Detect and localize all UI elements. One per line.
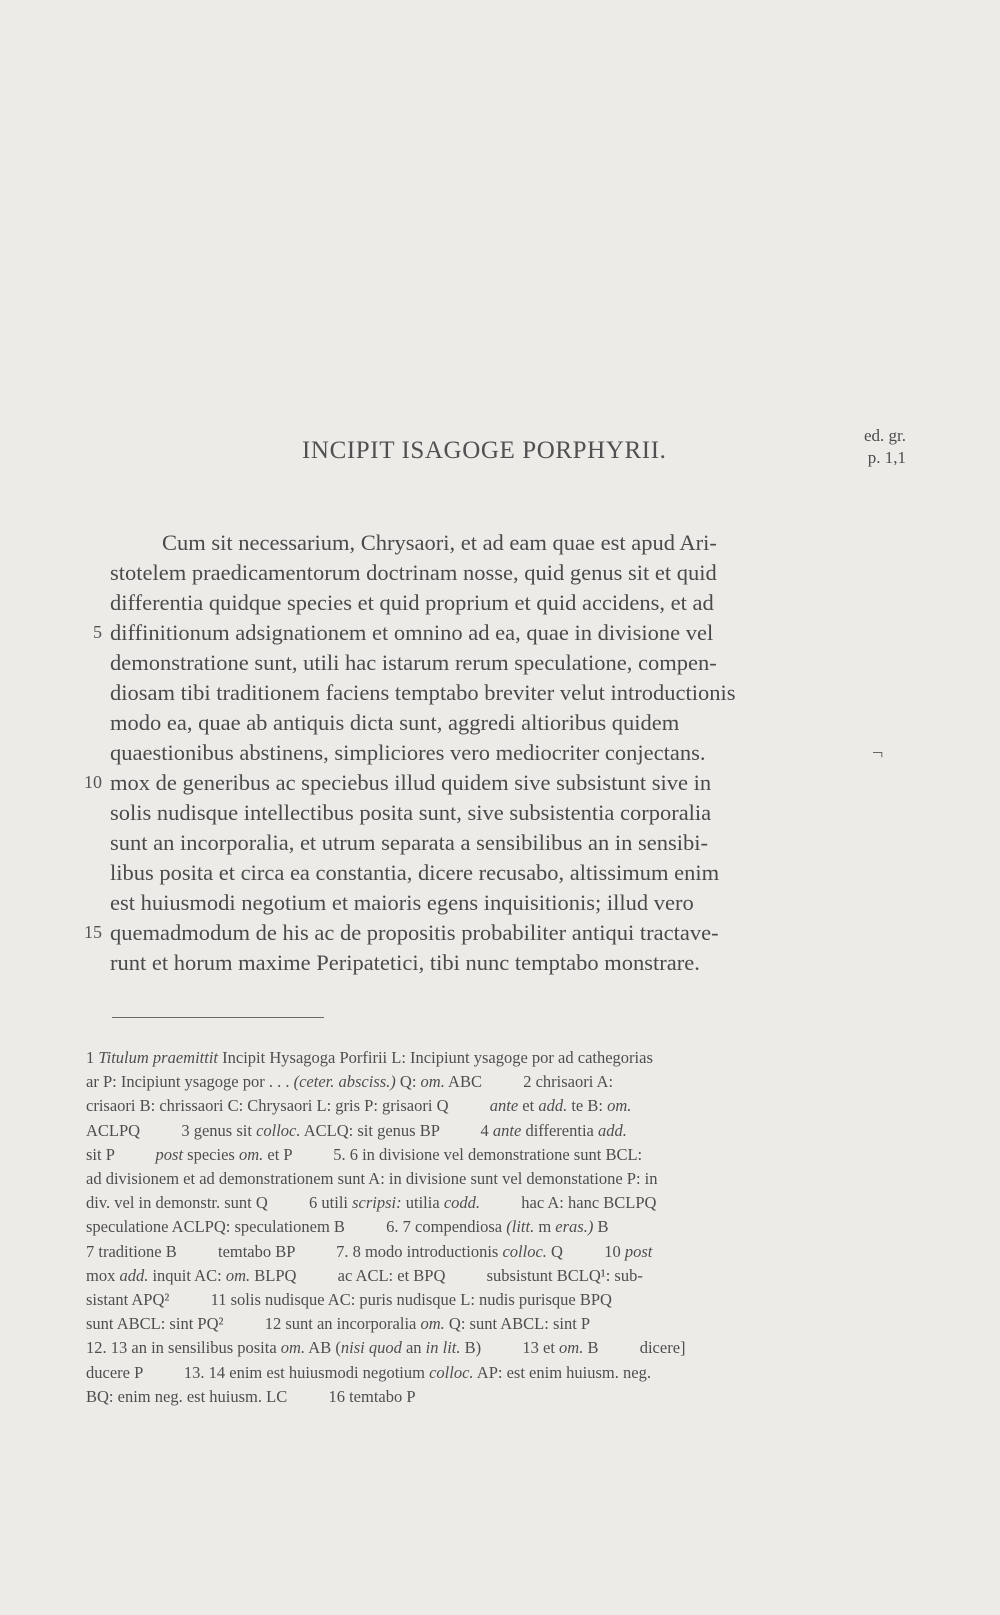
- apparatus-line: [86, 1143, 642, 1167]
- apparatus-segment: m: [534, 1217, 556, 1237]
- text-line: differentia quidque species et quid proprium et quid accidens, et ad: [110, 590, 714, 615]
- section-mark: ¬: [872, 742, 884, 764]
- apparatus-italic-segment: (litt.: [506, 1217, 535, 1237]
- apparatus-italic-segment: add.: [119, 1265, 149, 1285]
- apparatus-segment: 1: [86, 1048, 99, 1067]
- apparatus-italic-segment: eras.): [555, 1217, 594, 1237]
- text-line: solis nudisque intellectibus posita sunt, sive subsistentia corporalia: [110, 800, 712, 825]
- text-line: stotelem praedicamentorum doctrinam nosse, quid genus sit et quid: [110, 560, 717, 585]
- apparatus-line: [86, 1240, 652, 1264]
- apparatus-segment: ar P: Incipiunt ysagoge por . . .: [86, 1072, 294, 1092]
- apparatus-segment: ABC 2 chrisaori A:: [444, 1072, 614, 1092]
- apparatus-segment: species: [183, 1144, 239, 1164]
- apparatus-italic-segment: om.: [607, 1096, 632, 1116]
- text-line: libus posita et circa ea constantia, dicere recusabo, altissimum enim: [110, 860, 720, 885]
- apparatus-italic-segment: om.: [420, 1072, 445, 1092]
- apparatus-italic-segment: nisi quod: [340, 1338, 402, 1358]
- apparatus-line: [86, 1191, 656, 1215]
- apparatus-segment: B: [593, 1217, 609, 1237]
- apparatus-line: [86, 1119, 627, 1143]
- apparatus-italic-segment: (ceter. absciss.): [293, 1072, 396, 1092]
- edition-reference: [838, 425, 906, 469]
- apparatus-segment: BQ: enim neg. est huiusm. LC 16 temtabo P: [86, 1386, 416, 1406]
- apparatus-segment: sistant APQ² 11 solis nudisque AC: puris nudisque L: nudis purisque BPQ: [86, 1290, 612, 1309]
- text-line: diffinitionum adsignationem et omnino ad ea, quae in divisione vel: [110, 620, 714, 645]
- apparatus-line: [86, 1361, 651, 1385]
- apparatus-segment: an: [401, 1338, 426, 1358]
- apparatus-segment: et P 5. 6 in divisione vel demonstratione sunt BCL:: [263, 1144, 643, 1164]
- line-number: 10: [84, 772, 102, 792]
- text-line: quaestionibus abstinens, simpliciores vero mediocriter conjectans.: [110, 740, 706, 765]
- text-line: runt et horum maxime Peripatetici, tibi nunc temptabo monstrare.: [110, 950, 700, 975]
- apparatus-line: [86, 1215, 608, 1239]
- apparatus-italic-segment: om.: [420, 1314, 445, 1334]
- apparatus-segment: differentia: [521, 1120, 598, 1140]
- apparatus-italic-segment: om.: [280, 1338, 306, 1358]
- apparatus-italic-segment: add.: [538, 1096, 568, 1116]
- apparatus-segment: Q: sunt ABCL: sint P: [444, 1314, 591, 1334]
- apparatus-italic-segment: in lit.: [425, 1338, 461, 1358]
- apparatus-segment: Incipit Hysagoga Porfirii L: Incipiunt ysagoge por ad cathegorias: [218, 1048, 653, 1067]
- apparatus-segment: te B:: [567, 1096, 608, 1116]
- text-line: diosam tibi traditionem faciens temptabo breviter velut introductionis: [110, 680, 736, 705]
- edition-reference-line-1: ed. gr.: [863, 426, 906, 445]
- apparatus-segment: sit P: [86, 1144, 156, 1164]
- apparatus-italic-segment: colloc.: [502, 1241, 547, 1261]
- apparatus-segment: ACLPQ 3 genus sit: [86, 1120, 257, 1140]
- apparatus-line: [86, 1046, 653, 1070]
- apparatus-segment: Q:: [395, 1072, 421, 1092]
- apparatus-segment: et: [518, 1096, 539, 1116]
- apparatus-segment: AB (: [305, 1338, 341, 1358]
- apparatus-segment: ACLQ: sit genus BP 4: [300, 1120, 493, 1140]
- footnote-divider: [112, 1017, 324, 1018]
- apparatus-segment: BLPQ ac ACL: et BPQ subsistunt BCLQ¹: sub-: [250, 1265, 643, 1285]
- apparatus-segment: div. vel in demonstr. sunt Q 6 utili: [86, 1193, 353, 1213]
- apparatus-segment: mox: [86, 1265, 120, 1285]
- apparatus-italic-segment: post: [624, 1241, 653, 1261]
- apparatus-segment: hac A: hanc BCLPQ: [480, 1193, 657, 1213]
- apparatus-segment: inquit AC:: [148, 1265, 226, 1285]
- apparatus-segment: utilia: [401, 1193, 444, 1213]
- apparatus-italic-segment: add.: [597, 1120, 627, 1140]
- apparatus-segment: B) 13 et: [460, 1338, 560, 1358]
- apparatus-line: [86, 1312, 590, 1336]
- apparatus-italic-segment: colloc.: [256, 1120, 301, 1140]
- apparatus-italic-segment: post: [155, 1144, 184, 1164]
- edition-reference-line-2: p. 1,1: [867, 448, 906, 467]
- page-title: INCIPIT ISAGOGE PORPHYRII.: [302, 437, 667, 464]
- apparatus-line: [86, 1094, 631, 1118]
- apparatus-line: [86, 1264, 643, 1288]
- apparatus-line: [86, 1288, 612, 1312]
- apparatus-italic-segment: om.: [238, 1144, 264, 1164]
- apparatus-segment: 12. 13 an in sensilibus posita: [86, 1338, 281, 1358]
- apparatus-italic-segment: scripsi:: [352, 1193, 402, 1213]
- line-number: 15: [84, 922, 102, 942]
- apparatus-line: [86, 1070, 613, 1094]
- text-line: sunt an incorporalia, et utrum separata a sensibilibus an in sensibi-: [110, 830, 708, 855]
- apparatus-line: [86, 1336, 686, 1360]
- apparatus-segment: ad divisionem et ad demonstrationem sunt A: in divisione sunt vel demonstatione P: in: [86, 1169, 658, 1188]
- apparatus-segment: Q 10: [546, 1241, 625, 1261]
- apparatus-italic-segment: om.: [559, 1338, 584, 1358]
- apparatus-segment: sunt ABCL: sint PQ² 12 sunt an incorporalia: [86, 1314, 421, 1334]
- apparatus-segment: crisaori B: chrissaori C: Chrysaori L: gris P: grisaori Q: [86, 1096, 490, 1116]
- text-line: mox de generibus ac speciebus illud quidem sive subsistunt sive in: [110, 770, 712, 795]
- apparatus-italic-segment: colloc.: [429, 1362, 474, 1382]
- text-line: est huiusmodi negotium et maioris egens inquisitionis; illud vero: [110, 890, 694, 915]
- apparatus-segment: 7 traditione B temtabo BP 7. 8 modo introductionis: [86, 1241, 503, 1261]
- line-number: 5: [93, 622, 102, 642]
- apparatus-segment: ducere P 13. 14 enim est huiusmodi negotium: [86, 1362, 430, 1382]
- apparatus-segment: speculatione ACLPQ: speculationem B 6. 7 compendiosa: [86, 1217, 507, 1237]
- apparatus-italic-segment: Titulum praemittit: [98, 1048, 219, 1067]
- apparatus-line: [86, 1385, 416, 1409]
- text-line: modo ea, quae ab antiquis dicta sunt, aggredi altioribus quidem: [110, 710, 680, 735]
- apparatus-italic-segment: ante: [489, 1096, 519, 1116]
- text-line: quemadmodum de his ac de propositis probabiliter antiqui tractave-: [110, 920, 719, 945]
- text-line: demonstratione sunt, utili hac istarum rerum speculatione, compen-: [110, 650, 717, 675]
- apparatus-italic-segment: ante: [492, 1120, 522, 1140]
- apparatus-segment: AP: est enim huiusm. neg.: [473, 1362, 651, 1382]
- apparatus-italic-segment: om.: [225, 1265, 251, 1285]
- text-line: Cum sit necessarium, Chrysaori, et ad eam quae est apud Ari-: [162, 530, 717, 555]
- apparatus-segment: B dicere]: [583, 1338, 686, 1358]
- apparatus-line: [86, 1167, 657, 1191]
- apparatus-italic-segment: codd.: [443, 1193, 481, 1213]
